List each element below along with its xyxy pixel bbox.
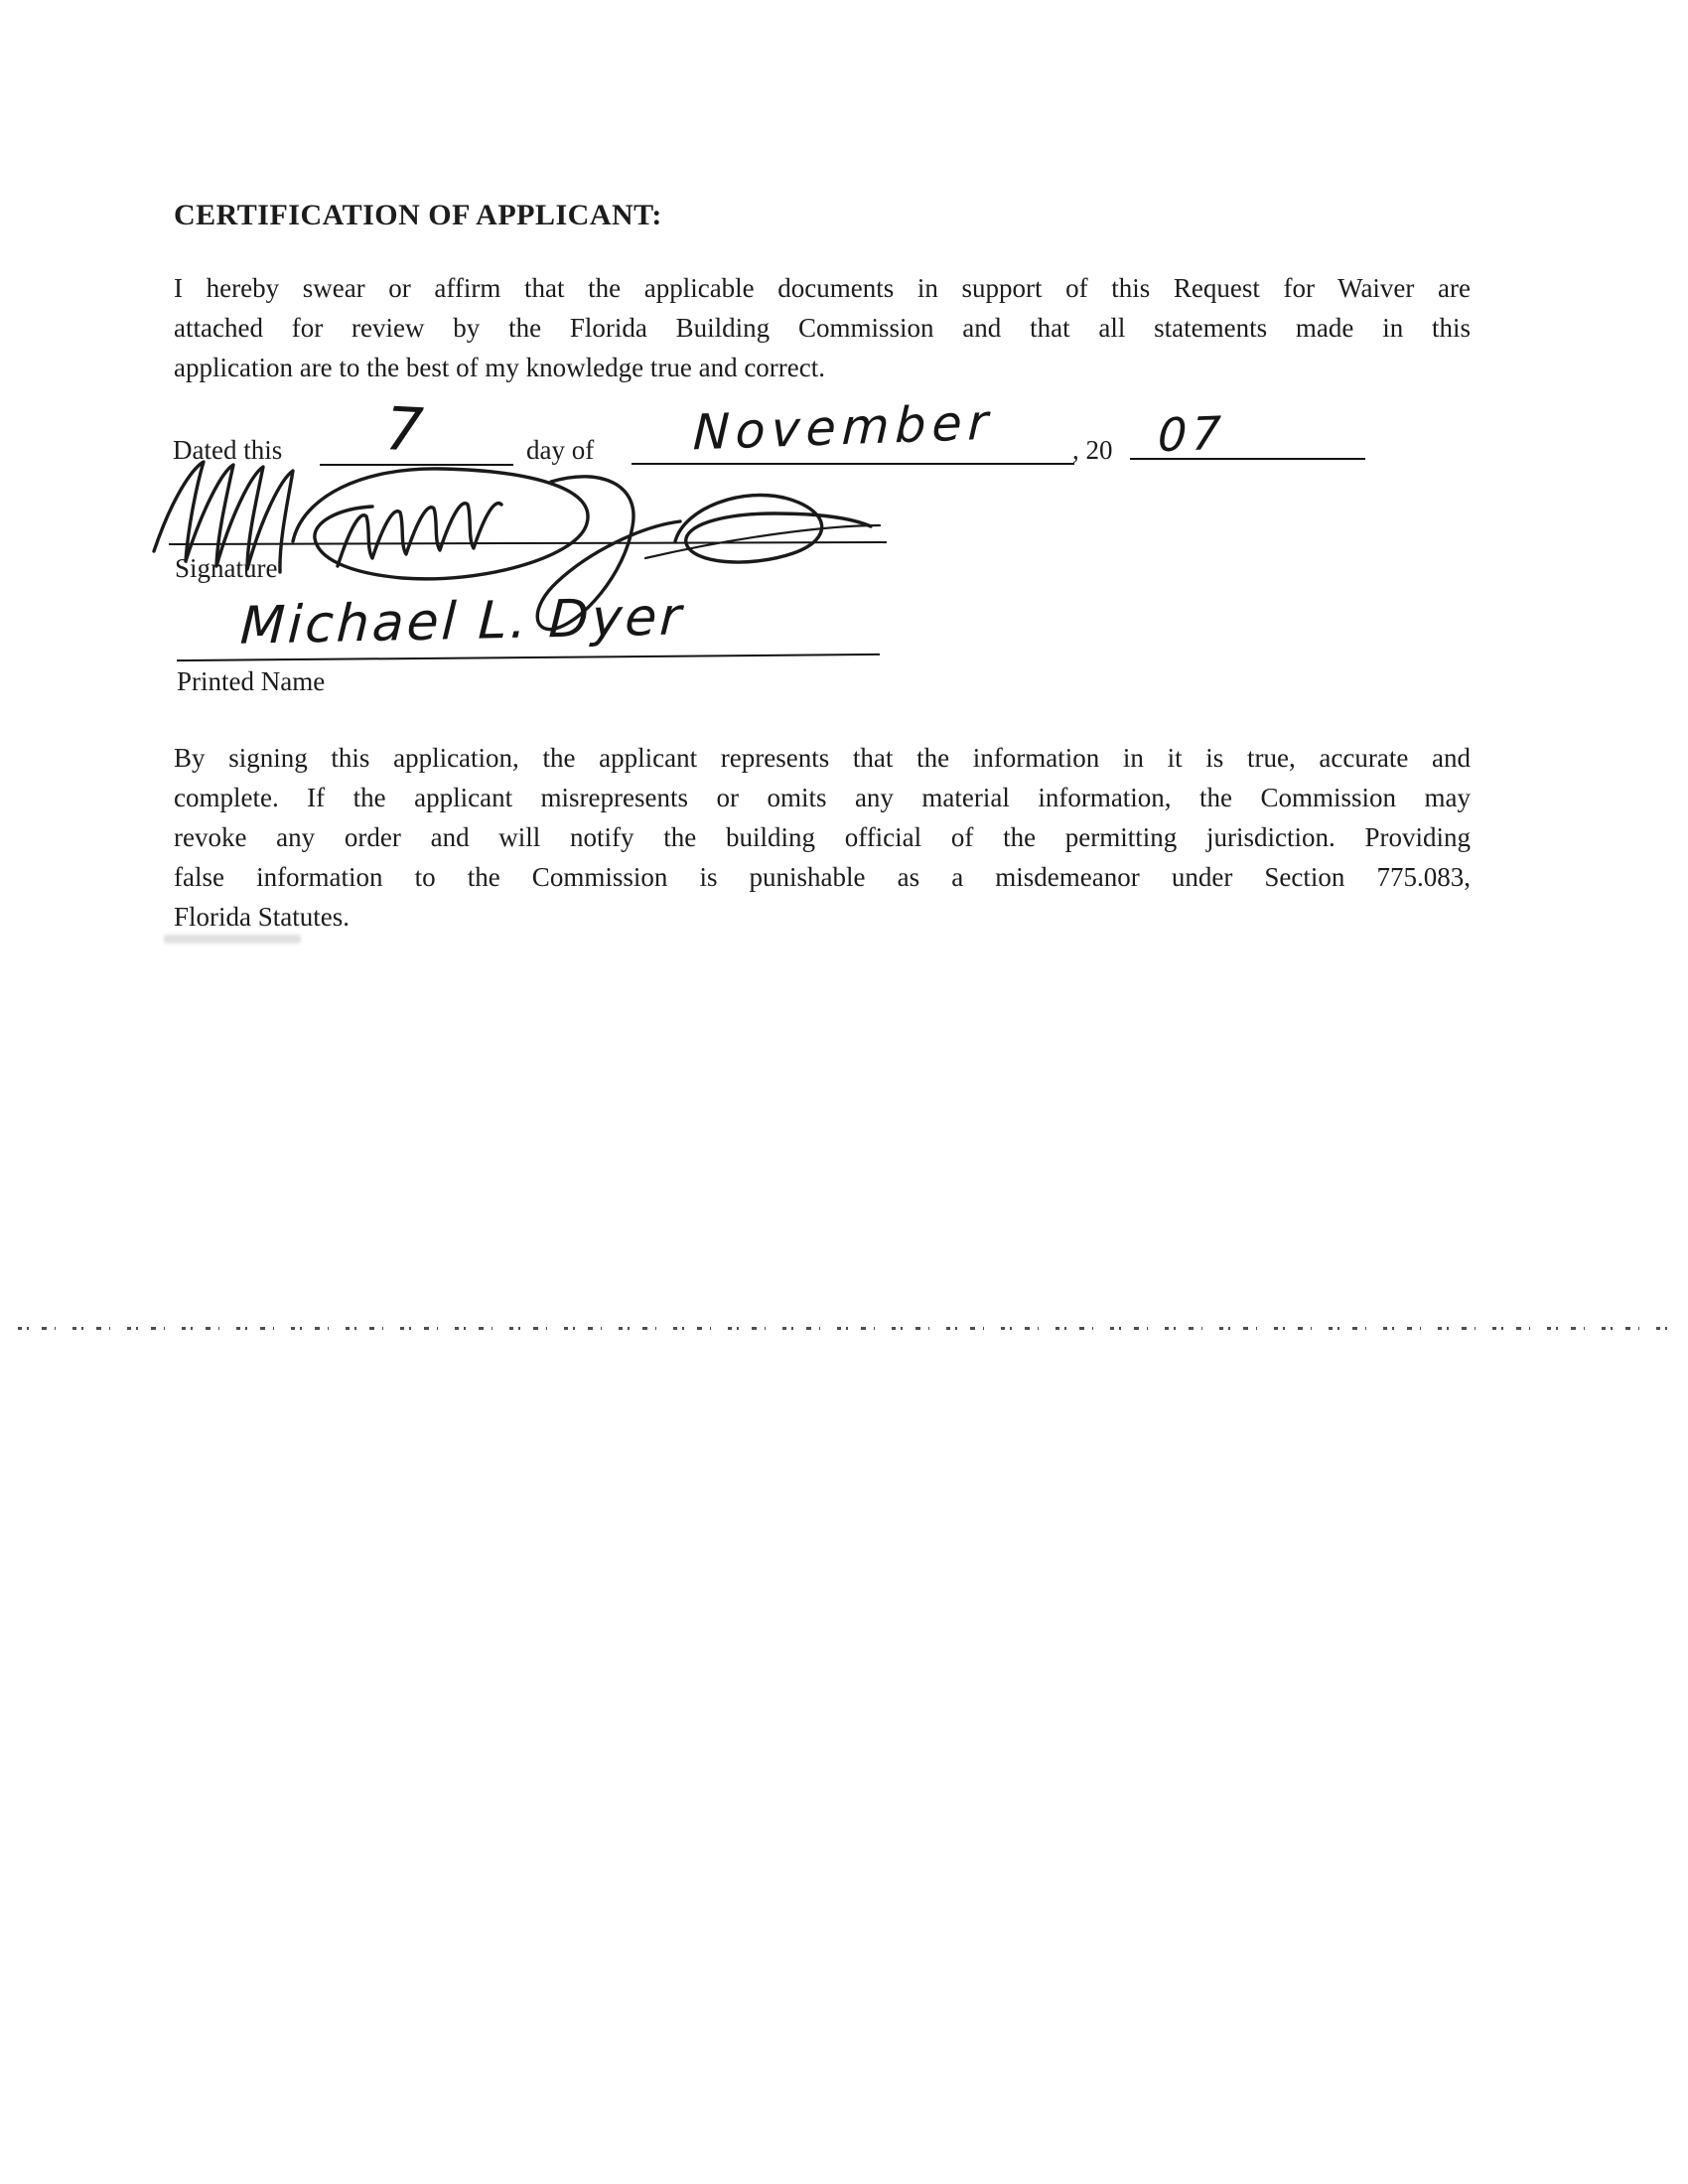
handwritten-day: 7 xyxy=(383,394,425,466)
perforation-dotted-line xyxy=(18,1327,1671,1330)
paragraph-line: By signing this application, the applicant represents that the information in it is true, accurate and xyxy=(174,743,1471,773)
paragraph-line: attached for review by the Florida Building Commission and that all statements made in this xyxy=(174,313,1471,343)
handwritten-month: November xyxy=(692,393,995,462)
certification-heading: CERTIFICATION OF APPLICANT: xyxy=(174,199,662,231)
paragraph-line: complete. If the applicant misrepresents or omits any material information, the Commission may xyxy=(174,783,1471,812)
printed-name-label: Printed Name xyxy=(177,666,326,696)
day-of-label: day of xyxy=(526,435,595,465)
paragraph-line: application are to the best of my knowledge true and correct. xyxy=(174,353,826,382)
paragraph-line: false information to the Commission is punishable as a misdemeanor under Section 775.083, xyxy=(174,862,1471,892)
paragraph-line: Florida Statutes. xyxy=(174,902,350,932)
handwritten-printed-name: Michael L. Dyer xyxy=(238,587,686,656)
legal-paragraph xyxy=(174,738,1471,937)
handwritten-year: 07 xyxy=(1157,405,1227,463)
paragraph-line: I hereby swear or affirm that the applicable documents in support of this Request for Waiver are xyxy=(174,273,1471,303)
year-prefix-label: , 20 xyxy=(1072,435,1113,465)
dated-this-label: Dated this xyxy=(173,435,283,465)
paragraph-line: revoke any order and will notify the building official of the permitting jurisdiction. Providing xyxy=(174,822,1471,852)
signature-label: Signature xyxy=(175,553,278,583)
intro-paragraph xyxy=(174,268,1471,387)
scan-artifact xyxy=(164,935,301,944)
